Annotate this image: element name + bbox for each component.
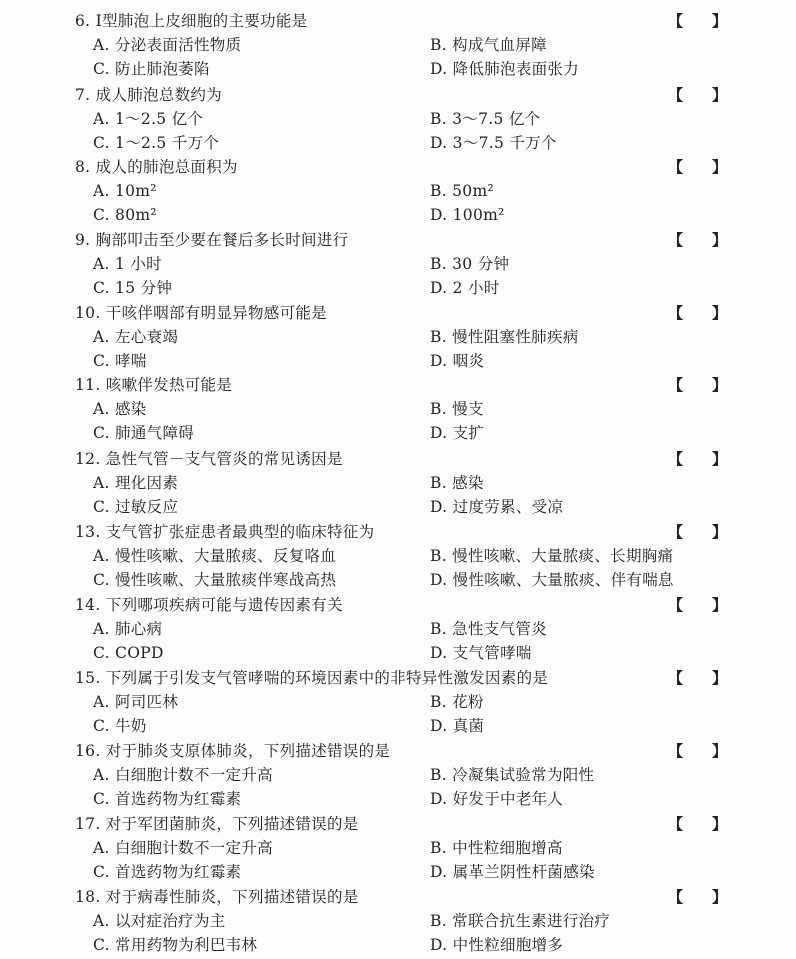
option-a: A. 阿司匹林 bbox=[93, 693, 179, 711]
question-8 bbox=[0, 155, 796, 227]
question-stem: 9. 胸部叩击至少要在餐后多长时间进行 bbox=[75, 231, 349, 249]
option-d: D. 支扩 bbox=[430, 424, 485, 442]
question-7 bbox=[0, 83, 796, 155]
bracket-close: 】 bbox=[712, 669, 728, 687]
option-b: B. 冷凝集试验常为阳性 bbox=[430, 766, 595, 784]
bracket-open: 【 bbox=[668, 742, 684, 760]
option-c: C. 首选药物为红霉素 bbox=[93, 863, 242, 881]
bracket-close: 】 bbox=[712, 450, 728, 468]
bracket-close: 】 bbox=[712, 815, 728, 833]
question-11 bbox=[0, 373, 796, 445]
option-d: D. 好发于中老年人 bbox=[430, 790, 564, 808]
question-6 bbox=[0, 9, 796, 81]
option-d: D. 100m² bbox=[430, 206, 505, 224]
option-c: C. 过敏反应 bbox=[93, 498, 179, 516]
question-stem: 14. 下列哪项疾病可能与遗传因素有关 bbox=[75, 596, 343, 614]
option-b: B. 慢支 bbox=[430, 400, 484, 418]
option-c: C. 80m² bbox=[93, 206, 157, 224]
option-a: A. 左心衰竭 bbox=[93, 328, 179, 346]
bracket-close: 】 bbox=[712, 376, 728, 394]
bracket-close: 】 bbox=[712, 12, 728, 30]
bracket-open: 【 bbox=[668, 231, 684, 249]
option-d: D. 3～7.5 千万个 bbox=[430, 134, 557, 152]
bracket-close: 】 bbox=[712, 596, 728, 614]
option-b: B. 50m² bbox=[430, 182, 494, 200]
bracket-open: 【 bbox=[668, 158, 684, 176]
bracket-close: 】 bbox=[712, 523, 728, 541]
bracket-open: 【 bbox=[668, 888, 684, 906]
option-c: C. 常用药物为利巴韦林 bbox=[93, 936, 258, 954]
bracket-close: 】 bbox=[712, 86, 728, 104]
option-d: D. 2 小时 bbox=[430, 279, 500, 297]
option-a: A. 慢性咳嗽、大量脓痰、反复咯血 bbox=[93, 547, 337, 565]
question-9 bbox=[0, 228, 796, 300]
option-c: C. 牛奶 bbox=[93, 717, 147, 735]
option-a: A. 1～2.5 亿个 bbox=[93, 110, 204, 128]
question-14 bbox=[0, 593, 796, 665]
option-d: D. 真菌 bbox=[430, 717, 485, 735]
question-16 bbox=[0, 739, 796, 811]
option-b: B. 中性粒细胞增高 bbox=[430, 839, 563, 857]
option-a: A. 理化因素 bbox=[93, 474, 179, 492]
option-b: B. 花粉 bbox=[430, 693, 484, 711]
question-stem: 15. 下列属于引发支气管哮喘的环境因素中的非特异性激发因素的是 bbox=[75, 669, 549, 687]
option-c: C. COPD bbox=[93, 644, 164, 662]
option-c: C. 防止肺泡萎陷 bbox=[93, 60, 210, 78]
option-c: C. 1～2.5 千万个 bbox=[93, 134, 220, 152]
option-c: C. 哮喘 bbox=[93, 352, 147, 370]
question-stem: 16. 对于肺炎支原体肺炎，下列描述错误的是 bbox=[75, 742, 391, 760]
option-d: D. 降低肺泡表面张力 bbox=[430, 60, 580, 78]
question-stem: 8. 成人的肺泡总面积为 bbox=[75, 158, 238, 176]
option-b: B. 感染 bbox=[430, 474, 484, 492]
option-d: D. 支气管哮喘 bbox=[430, 644, 532, 662]
option-d: D. 中性粒细胞增多 bbox=[430, 936, 564, 954]
question-17 bbox=[0, 812, 796, 884]
bracket-open: 【 bbox=[668, 304, 684, 322]
bracket-close: 】 bbox=[712, 304, 728, 322]
question-18 bbox=[0, 885, 796, 957]
bracket-open: 【 bbox=[668, 12, 684, 30]
option-a: A. 分泌表面活性物质 bbox=[93, 36, 242, 54]
option-c: C. 肺通气障碍 bbox=[93, 424, 195, 442]
bracket-close: 】 bbox=[712, 231, 728, 249]
question-stem: 6. Ⅰ型肺泡上皮细胞的主要功能是 bbox=[75, 12, 308, 30]
question-10 bbox=[0, 301, 796, 373]
option-b: B. 慢性阻塞性肺疾病 bbox=[430, 328, 579, 346]
bracket-open: 【 bbox=[668, 815, 684, 833]
question-stem: 12. 急性气管－支气管炎的常见诱因是 bbox=[75, 450, 343, 468]
bracket-close: 】 bbox=[712, 742, 728, 760]
question-stem: 7. 成人肺泡总数约为 bbox=[75, 86, 223, 104]
option-b: B. 3～7.5 亿个 bbox=[430, 110, 541, 128]
option-a: A. 10m² bbox=[93, 182, 157, 200]
bracket-open: 【 bbox=[668, 450, 684, 468]
bracket-open: 【 bbox=[668, 86, 684, 104]
option-d: D. 慢性咳嗽、大量脓痰、伴有喘息 bbox=[430, 571, 674, 589]
option-a: A. 感染 bbox=[93, 400, 147, 418]
question-15 bbox=[0, 666, 796, 738]
question-stem: 17. 对于军团菌肺炎，下列描述错误的是 bbox=[75, 815, 359, 833]
option-b: B. 急性支气管炎 bbox=[430, 620, 547, 638]
bracket-close: 】 bbox=[712, 158, 728, 176]
question-13 bbox=[0, 520, 796, 592]
option-b: B. 30 分钟 bbox=[430, 255, 510, 273]
option-a: A. 1 小时 bbox=[93, 255, 162, 273]
option-c: C. 首选药物为红霉素 bbox=[93, 790, 242, 808]
question-stem: 10. 干咳伴咽部有明显异物感可能是 bbox=[75, 304, 327, 322]
bracket-close: 】 bbox=[712, 888, 728, 906]
option-a: A. 以对症治疗为主 bbox=[93, 912, 226, 930]
option-b: B. 构成气血屏障 bbox=[430, 36, 547, 54]
question-stem: 13. 支气管扩张症患者最典型的临床特征为 bbox=[75, 523, 375, 541]
option-d: D. 咽炎 bbox=[430, 352, 485, 370]
question-stem: 18. 对于病毒性肺炎，下列描述错误的是 bbox=[75, 888, 359, 906]
option-a: A. 肺心病 bbox=[93, 620, 163, 638]
question-12 bbox=[0, 447, 796, 519]
question-stem: 11. 咳嗽伴发热可能是 bbox=[75, 376, 233, 394]
option-c: C. 慢性咳嗽、大量脓痰伴寒战高热 bbox=[93, 571, 337, 589]
bracket-open: 【 bbox=[668, 669, 684, 687]
option-a: A. 白细胞计数不一定升高 bbox=[93, 839, 273, 857]
option-d: D. 属革兰阴性杆菌感染 bbox=[430, 863, 595, 881]
option-b: B. 常联合抗生素进行治疗 bbox=[430, 912, 611, 930]
bracket-open: 【 bbox=[668, 596, 684, 614]
option-c: C. 15 分钟 bbox=[93, 279, 173, 297]
bracket-open: 【 bbox=[668, 376, 684, 394]
option-b: B. 慢性咳嗽、大量脓痰、长期胸痛 bbox=[430, 547, 674, 565]
option-d: D. 过度劳累、受凉 bbox=[430, 498, 564, 516]
bracket-open: 【 bbox=[668, 523, 684, 541]
option-a: A. 白细胞计数不一定升高 bbox=[93, 766, 273, 784]
